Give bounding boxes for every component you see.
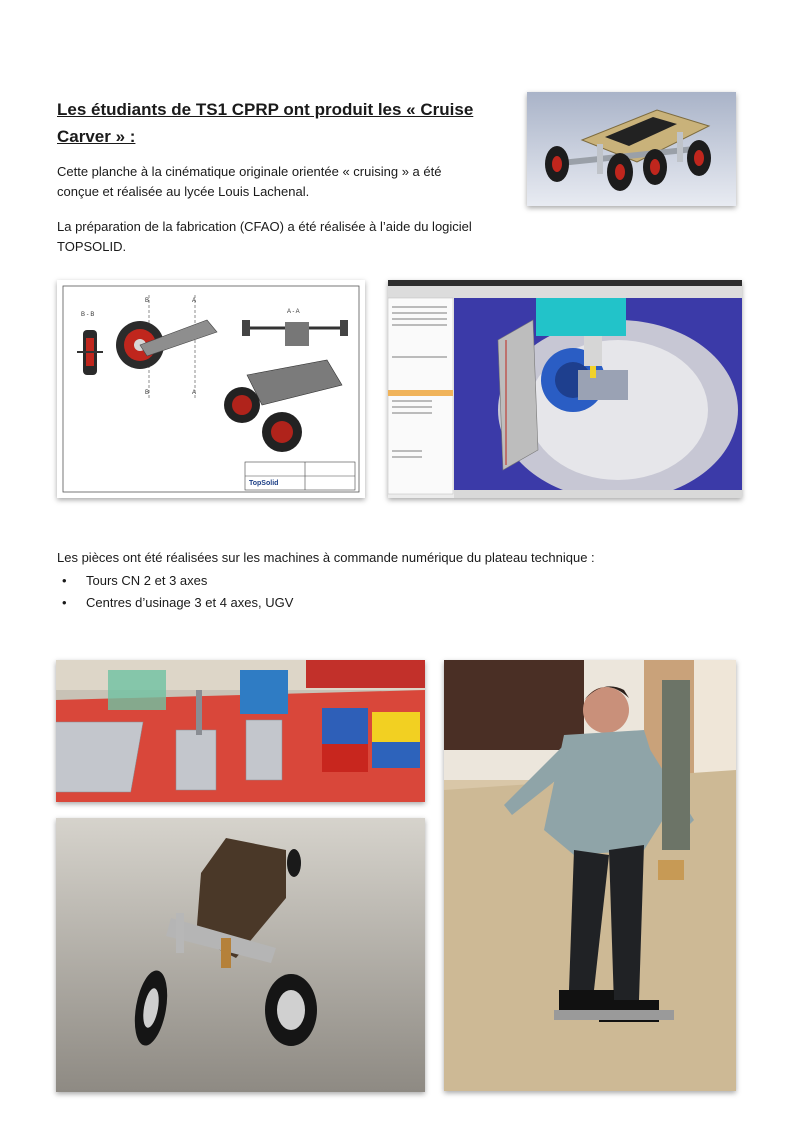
cut-a-top: A [192, 298, 197, 304]
cut-b-bottom: B [145, 390, 150, 396]
topsolid-logo: TopSolid [249, 480, 279, 487]
machines-list [60, 570, 293, 614]
list-item: • Tours CN 2 et 3 axes [60, 570, 293, 592]
intro-paragraph-2: La préparation de la fabrication (CFAO) a été réalisée à l’aide du logiciel TOPSOLID. [57, 219, 472, 254]
board-photo [56, 818, 425, 1092]
cam-screenshot [388, 280, 742, 498]
render-image [527, 92, 736, 206]
section-bb-label: B - B [81, 312, 95, 318]
page-title: Les étudiants de TS1 CPRP ont produit les « Cruise Carver » : [57, 100, 474, 146]
intro-paragraph-1: Cette planche à la cinématique originale orientée « cruising » a été conçue et réalisée au lycée Louis Lachenal. [57, 164, 442, 199]
cut-a-bottom: A [192, 390, 197, 396]
list-item: • Centres d’usinage 3 et 4 axes, UGV [60, 592, 293, 614]
machines-paragraph: Les pièces ont été réalisées sur les machines à commande numérique du plateau technique : [57, 550, 595, 565]
cad-drawing [57, 280, 365, 498]
rider-photo [444, 660, 736, 1091]
cut-b-top: B [145, 298, 150, 304]
section-aa-label: A - A [287, 309, 300, 315]
parts-photo [56, 660, 425, 802]
